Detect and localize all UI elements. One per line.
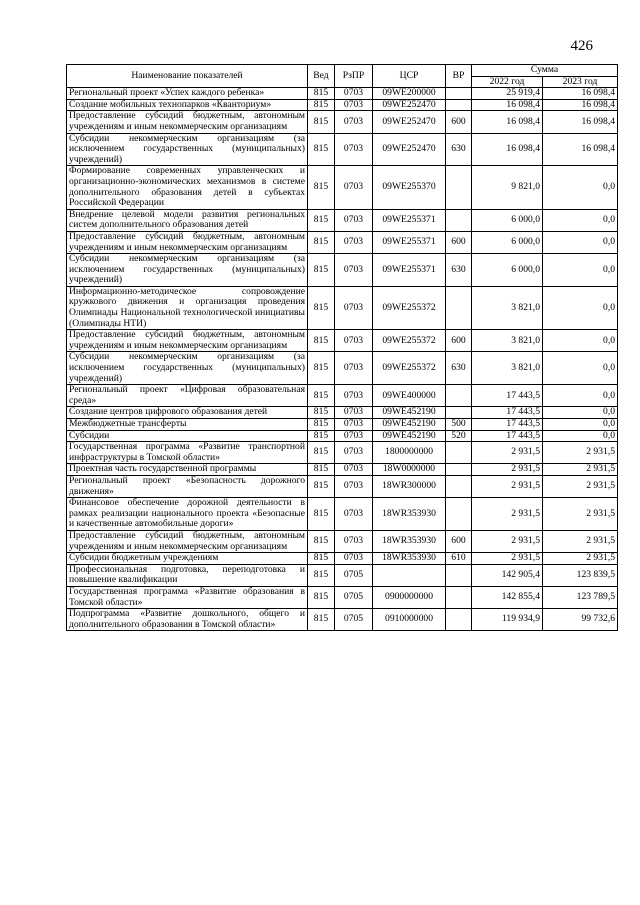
cell-csr: 09WE252470 [373,133,446,166]
cell-name: Субсидии бюджетным учреждениям [67,553,308,565]
table-row [67,254,618,287]
cell-rzpr: 0703 [335,430,373,442]
cell-sum-2022: 2 931,5 [472,553,543,565]
cell-rzpr: 0703 [335,88,373,100]
cell-sum-2022: 6 000,0 [472,231,543,253]
cell-ved: 815 [308,286,335,329]
cell-sum-2023: 0,0 [543,419,618,431]
cell-name: Субсидии [67,430,308,442]
cell-sum-2022: 2 931,5 [472,498,543,531]
cell-ved: 815 [308,530,335,552]
cell-csr: 09WE255371 [373,231,446,253]
cell-sum-2022: 119 934,9 [472,609,543,631]
cell-vr [446,498,472,531]
cell-sum-2022: 3 821,0 [472,330,543,352]
cell-sum-2023: 16 098,4 [543,111,618,133]
cell-name: Региональный проект «Безопасность дорожного движения» [67,475,308,497]
cell-ved: 815 [308,99,335,111]
cell-sum-2023: 2 931,5 [543,475,618,497]
header-name: Наименование показателей [67,65,308,88]
cell-ved: 815 [308,430,335,442]
cell-rzpr: 0703 [335,407,373,419]
cell-sum-2022: 6 000,0 [472,209,543,231]
cell-csr: 18W0000000 [373,464,446,476]
header-sum: Сумма [472,65,618,77]
cell-sum-2023: 0,0 [543,254,618,287]
cell-ved: 815 [308,88,335,100]
cell-ved: 815 [308,419,335,431]
cell-sum-2022: 3 821,0 [472,352,543,385]
cell-csr: 0910000000 [373,609,446,631]
cell-csr: 09WE255371 [373,209,446,231]
cell-csr: 18WR353930 [373,498,446,531]
cell-sum-2022: 17 443,5 [472,407,543,419]
cell-ved: 815 [308,407,335,419]
cell-sum-2023: 0,0 [543,352,618,385]
cell-rzpr: 0703 [335,419,373,431]
cell-rzpr: 0703 [335,254,373,287]
cell-name: Предоставление субсидий бюджетным, автономным учреждениям и иным некоммерческим организациям [67,111,308,133]
cell-vr: 600 [446,111,472,133]
cell-name: Проектная часть государственной программы [67,464,308,476]
cell-sum-2023: 0,0 [543,330,618,352]
cell-name: Профессиональная подготовка, переподготовка и повышение квалификации [67,564,308,586]
cell-csr: 09WE255371 [373,254,446,287]
cell-sum-2022: 3 821,0 [472,286,543,329]
cell-vr [446,88,472,100]
table-row [67,430,618,442]
header-ved: Вед [308,65,335,88]
cell-name: Финансовое обеспечение дорожной деятельности в рамках реализации национального проекта «Безопасные и качественные автомобильные дороги» [67,498,308,531]
cell-sum-2023: 2 931,5 [543,464,618,476]
table-row [67,464,618,476]
cell-ved: 815 [308,609,335,631]
cell-sum-2023: 16 098,4 [543,88,618,100]
table-row [67,99,618,111]
table-row [67,442,618,464]
cell-ved: 815 [308,231,335,253]
cell-csr: 18WR353930 [373,530,446,552]
cell-csr: 09WE255372 [373,330,446,352]
cell-ved: 815 [308,209,335,231]
table-row [67,286,618,329]
cell-sum-2023: 0,0 [543,209,618,231]
cell-name: Государственная программа «Развитие образования в Томской области» [67,586,308,608]
cell-vr: 500 [446,419,472,431]
cell-sum-2023: 0,0 [543,286,618,329]
cell-csr: 0900000000 [373,586,446,608]
cell-sum-2022: 16 098,4 [472,133,543,166]
cell-rzpr: 0703 [335,166,373,209]
cell-ved: 815 [308,111,335,133]
table-row [67,111,618,133]
cell-rzpr: 0703 [335,352,373,385]
cell-name: Предоставление субсидий бюджетным, автономным учреждениям и иным некоммерческим организациям [67,231,308,253]
table-row [67,133,618,166]
cell-rzpr: 0703 [335,231,373,253]
budget-table [66,64,618,631]
cell-sum-2022: 142 855,4 [472,586,543,608]
cell-ved: 815 [308,498,335,531]
cell-rzpr: 0703 [335,133,373,166]
cell-rzpr: 0705 [335,609,373,631]
cell-sum-2023: 123 839,5 [543,564,618,586]
cell-rzpr: 0703 [335,442,373,464]
table-row [67,330,618,352]
table-header [67,65,618,88]
cell-vr [446,286,472,329]
cell-csr: 09WE255372 [373,352,446,385]
table-row [67,352,618,385]
cell-vr [446,586,472,608]
cell-vr [446,385,472,407]
cell-rzpr: 0703 [335,286,373,329]
cell-csr [373,564,446,586]
cell-csr: 09WE252470 [373,99,446,111]
cell-ved: 815 [308,385,335,407]
cell-name: Предоставление субсидий бюджетным, автономным учреждениям и иным некоммерческим организациям [67,530,308,552]
cell-name: Внедрение целевой модели развития региональных систем дополнительного образования детей [67,209,308,231]
cell-rzpr: 0703 [335,553,373,565]
cell-ved: 815 [308,166,335,209]
cell-rzpr: 0705 [335,586,373,608]
cell-vr: 600 [446,530,472,552]
cell-ved: 815 [308,475,335,497]
cell-csr: 1800000000 [373,442,446,464]
cell-sum-2022: 16 098,4 [472,111,543,133]
cell-sum-2022: 2 931,5 [472,530,543,552]
cell-csr: 09WE452190 [373,430,446,442]
cell-vr [446,209,472,231]
cell-sum-2023: 0,0 [543,430,618,442]
cell-rzpr: 0703 [335,385,373,407]
page-number: 426 [570,38,593,54]
cell-csr: 09WE252470 [373,111,446,133]
cell-rzpr: 0703 [335,330,373,352]
cell-sum-2023: 2 931,5 [543,553,618,565]
cell-name: Субсидии некоммерческим организациям (за исключением государственных (муниципальных) учреждений) [67,352,308,385]
cell-ved: 815 [308,254,335,287]
cell-sum-2023: 0,0 [543,166,618,209]
cell-sum-2022: 2 931,5 [472,464,543,476]
cell-sum-2022: 17 443,5 [472,385,543,407]
cell-sum-2022: 2 931,5 [472,475,543,497]
cell-name: Формирование современных управленческих и организационно-экономических механизмов в системе дополнительного образования детей в субъектах Российской Федерации [67,166,308,209]
cell-vr [446,564,472,586]
cell-sum-2023: 0,0 [543,385,618,407]
cell-vr [446,464,472,476]
cell-ved: 815 [308,553,335,565]
cell-sum-2022: 6 000,0 [472,254,543,287]
table-row [67,419,618,431]
table-row [67,498,618,531]
cell-sum-2022: 142 905,4 [472,564,543,586]
cell-rzpr: 0703 [335,464,373,476]
cell-ved: 815 [308,330,335,352]
header-2023: 2023 год [543,76,618,88]
cell-csr: 18WR300000 [373,475,446,497]
cell-rzpr: 0703 [335,99,373,111]
cell-sum-2023: 2 931,5 [543,498,618,531]
cell-vr: 600 [446,330,472,352]
cell-vr: 600 [446,231,472,253]
table-row [67,586,618,608]
header-rzpr: РзПР [335,65,373,88]
table-row [67,231,618,253]
table-row [67,407,618,419]
cell-vr: 520 [446,430,472,442]
table-row [67,530,618,552]
cell-vr [446,407,472,419]
cell-sum-2023: 16 098,4 [543,133,618,166]
cell-name: Создание мобильных технопарков «Кванториум» [67,99,308,111]
cell-vr [446,609,472,631]
cell-csr: 09WE452190 [373,419,446,431]
cell-sum-2023: 2 931,5 [543,530,618,552]
cell-sum-2023: 123 789,5 [543,586,618,608]
cell-vr: 630 [446,352,472,385]
cell-ved: 815 [308,133,335,166]
cell-sum-2023: 99 732,6 [543,609,618,631]
cell-rzpr: 0703 [335,209,373,231]
cell-csr: 18WR353930 [373,553,446,565]
cell-sum-2023: 2 931,5 [543,442,618,464]
table-row [67,166,618,209]
cell-csr: 09WE452190 [373,407,446,419]
cell-sum-2022: 25 919,4 [472,88,543,100]
cell-name: Субсидии некоммерческим организациям (за исключением государственных (муниципальных) учреждений) [67,133,308,166]
cell-sum-2023: 0,0 [543,407,618,419]
cell-rzpr: 0705 [335,564,373,586]
cell-sum-2023: 0,0 [543,231,618,253]
cell-ved: 815 [308,352,335,385]
cell-sum-2022: 17 443,5 [472,430,543,442]
cell-rzpr: 0703 [335,475,373,497]
cell-name: Предоставление субсидий бюджетным, автономным учреждениям и иным некоммерческим организациям [67,330,308,352]
cell-vr [446,166,472,209]
cell-csr: 09WE200000 [373,88,446,100]
cell-csr: 09WE255370 [373,166,446,209]
cell-ved: 815 [308,464,335,476]
cell-name: Информационно-методическое сопровождение кружкового движения и организация проведения Олимпиады Национальной технологической инициативы (Олимпиады НТИ) [67,286,308,329]
cell-sum-2022: 2 931,5 [472,442,543,464]
cell-sum-2022: 9 821,0 [472,166,543,209]
cell-csr: 09WE400000 [373,385,446,407]
cell-sum-2022: 17 443,5 [472,419,543,431]
cell-name: Подпрограмма «Развитие дошкольного, общего и дополнительного образования в Томской области» [67,609,308,631]
cell-rzpr: 0703 [335,111,373,133]
header-vr: ВР [446,65,472,88]
cell-name: Создание центров цифрового образования детей [67,407,308,419]
cell-name: Субсидии некоммерческим организациям (за исключением государственных (муниципальных) учреждений) [67,254,308,287]
cell-name: Межбюджетные трансферты [67,419,308,431]
cell-ved: 815 [308,442,335,464]
table-body [67,88,618,631]
table-row [67,385,618,407]
table-row [67,553,618,565]
cell-sum-2023: 16 098,4 [543,99,618,111]
table-row [67,609,618,631]
header-csr: ЦСР [373,65,446,88]
table-row [67,564,618,586]
cell-vr [446,99,472,111]
cell-csr: 09WE255372 [373,286,446,329]
cell-rzpr: 0703 [335,498,373,531]
cell-name: Государственная программа «Развитие транспортной инфраструктуры в Томской области» [67,442,308,464]
cell-name: Региональный проект «Цифровая образовательная среда» [67,385,308,407]
cell-sum-2022: 16 098,4 [472,99,543,111]
cell-name: Региональный проект «Успех каждого ребенка» [67,88,308,100]
cell-vr: 610 [446,553,472,565]
table-row [67,475,618,497]
cell-vr: 630 [446,254,472,287]
cell-vr [446,475,472,497]
header-2022: 2022 год [472,76,543,88]
cell-vr: 630 [446,133,472,166]
cell-rzpr: 0703 [335,530,373,552]
table-row [67,209,618,231]
cell-ved: 815 [308,564,335,586]
cell-vr [446,442,472,464]
table-row [67,88,618,100]
cell-ved: 815 [308,586,335,608]
